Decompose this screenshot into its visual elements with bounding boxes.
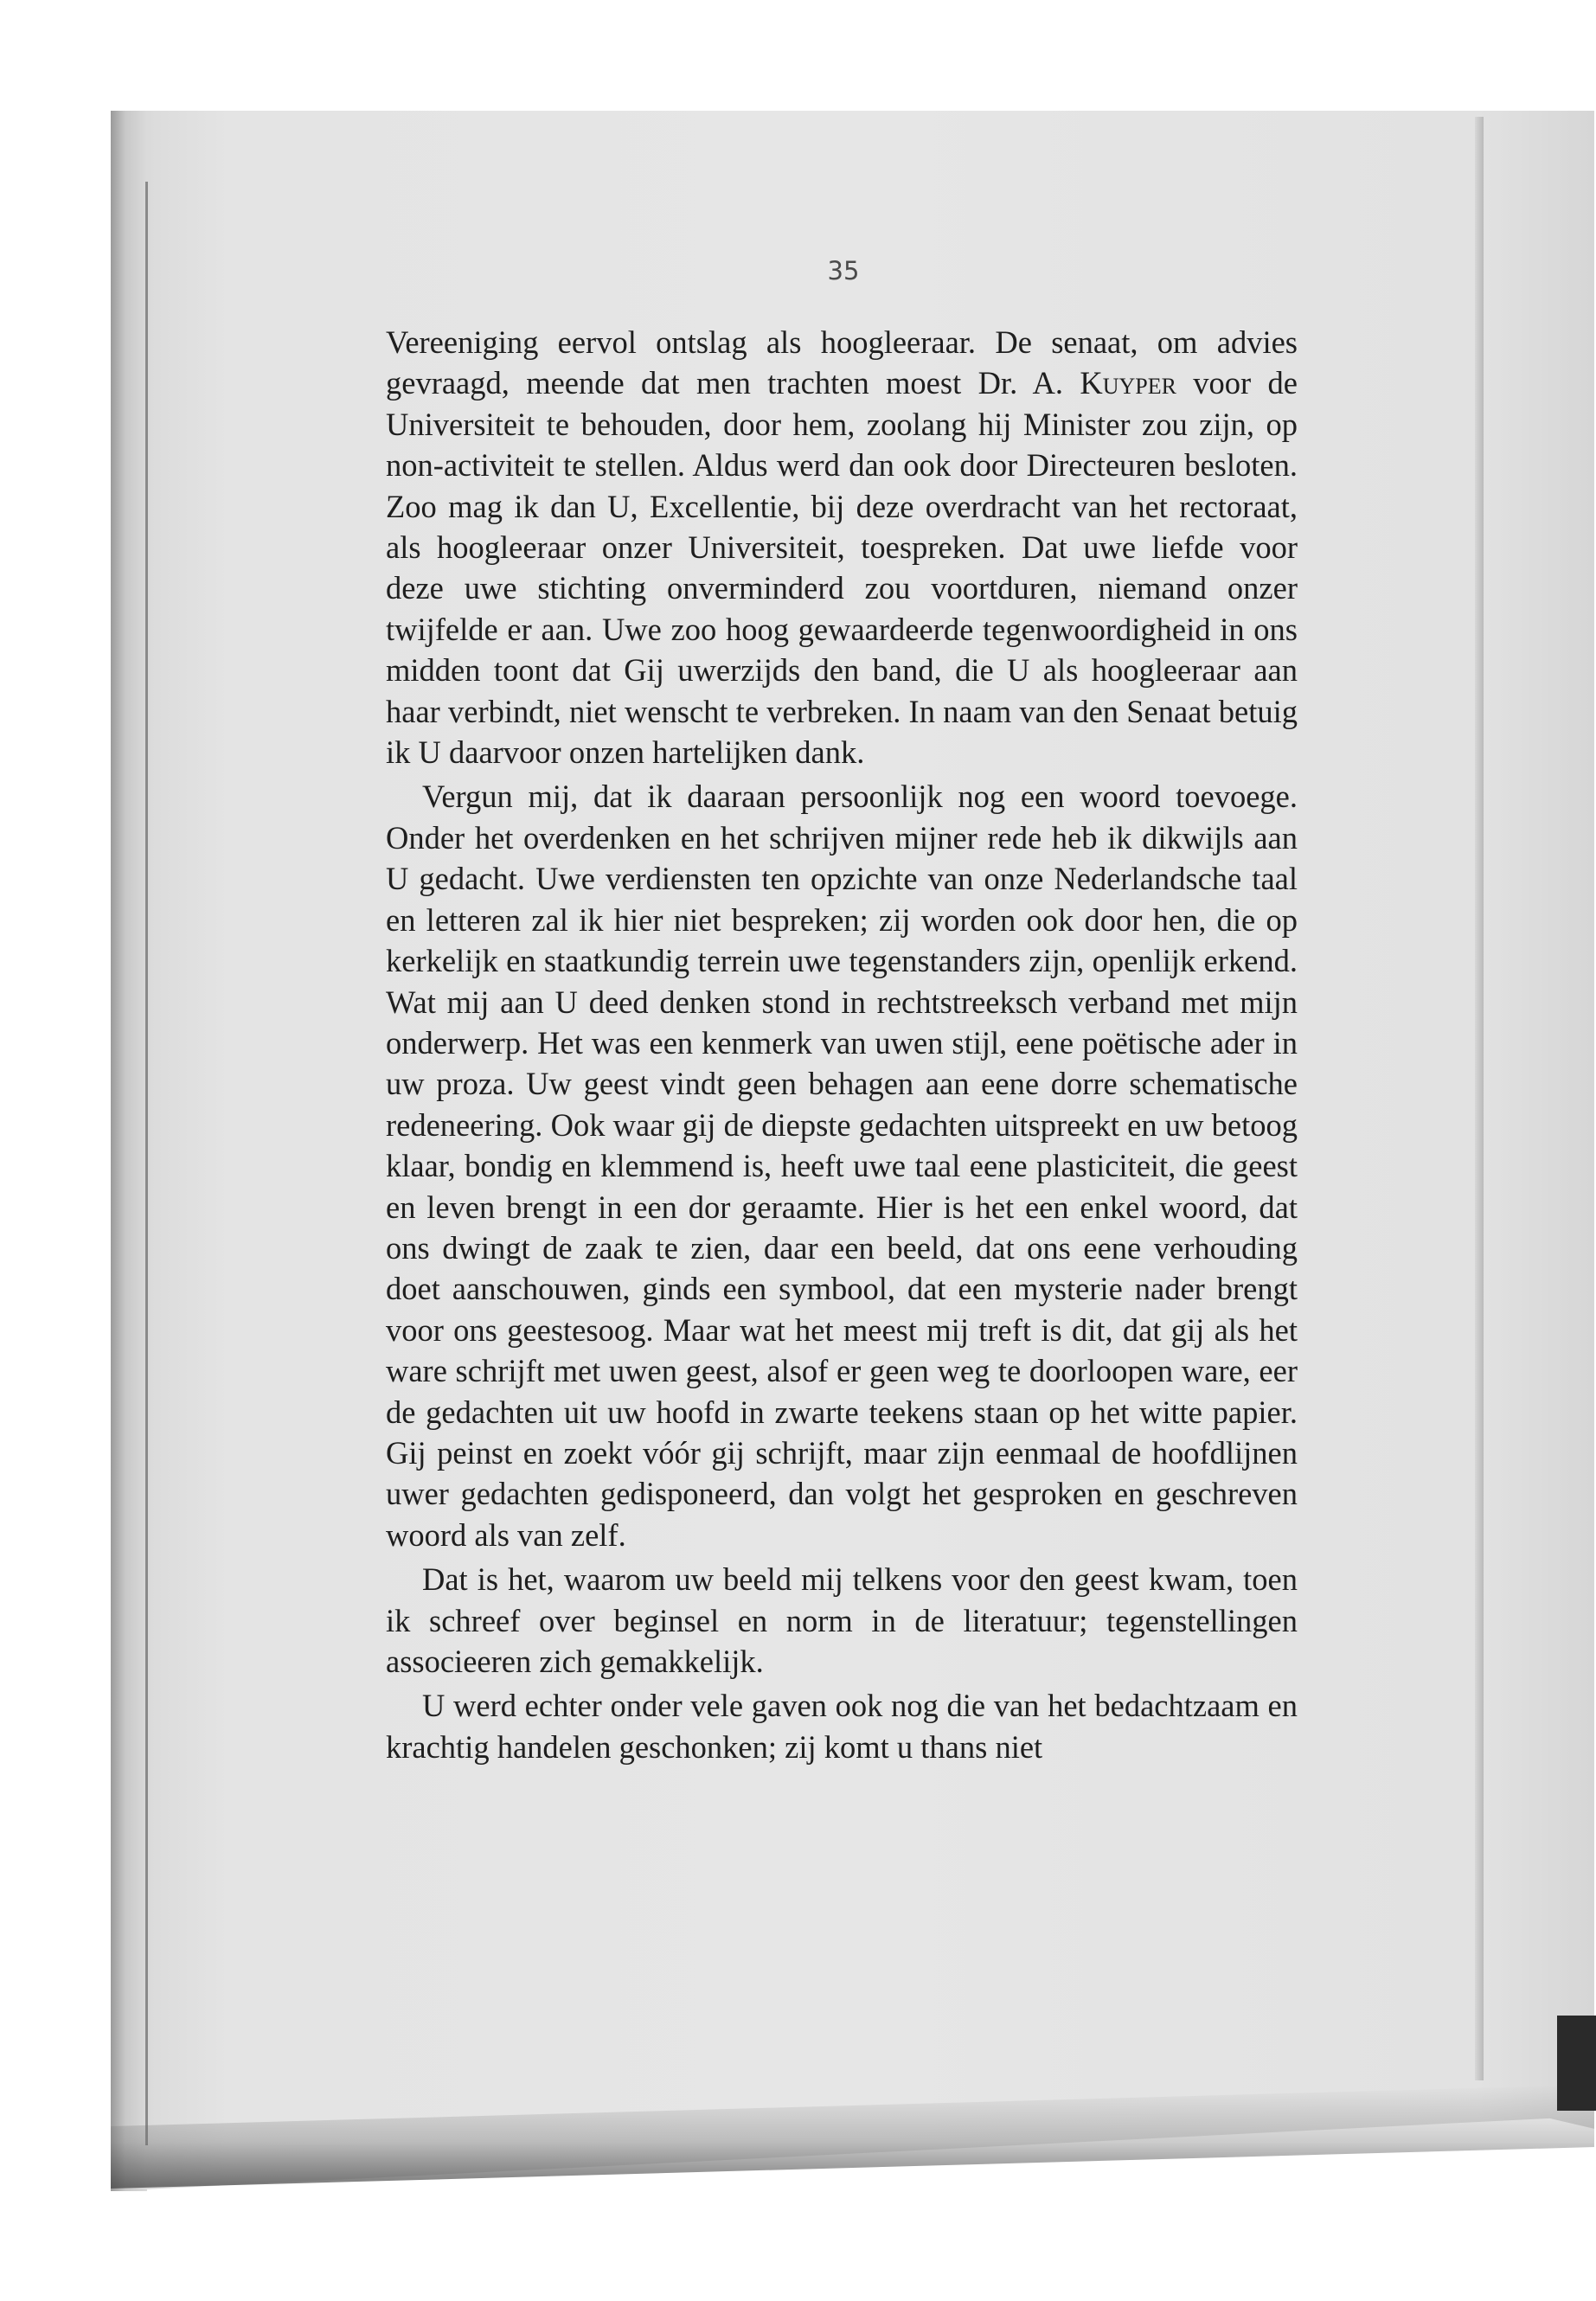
paragraph-1 [386, 322, 1298, 772]
page-right-edge [1475, 117, 1484, 2080]
author-name: Kuyper [1080, 365, 1176, 401]
corner-shadow [1557, 2016, 1596, 2111]
paragraph-1-start: Vereeniging eervol ontslag als hoogleeraar. De senaat, om advies gevraagd, meende dat men trachten moest Dr. A. [386, 324, 1298, 401]
body-text [386, 322, 1298, 1767]
paragraph-1-end: voor de Universiteit te behouden, door hem, zoolang hij Minister zou zijn, op non-activiteit te stellen. Aldus werd dan ook door Directeuren besloten. Zoo mag ik dan U, Excellentie, bij deze overdracht van het rectoraat, als hoogleeraar onzer Universiteit, toespreken. Dat uwe liefde voor deze uwe stichting onverminderd zou voortduren, niemand onzer twijfelde er aan. Uwe zoo hoog gewaardeerde tegenwoordigheid in ons midden toont dat Gij uwerzijds den band, die U als hoogleeraar aan haar verbindt, niet wenscht te verbreken. In naam van den Senaat betuig ik U daarvoor onzen hartelijken dank. [386, 365, 1298, 771]
paragraph-3: Dat is het, waarom uw beeld mij telkens voor den geest kwam, toen ik schreef over beginsel en norm in de literatuur; tegenstellingen associeeren zich gemakkelijk. [386, 1561, 1298, 1679]
paragraph-4: U werd echter onder vele gaven ook nog die van het bedachtzaam en krachtig handelen geschonken; zij komt u thans niet [386, 1688, 1298, 1765]
paragraph-2: Vergun mij, dat ik daaraan persoonlijk nog een woord toevoege. Onder het overdenken en het schrijven mijner rede heb ik dikwijls aan U gedacht. Uwe verdiensten ten opzichte van onze Nederlandsche taal en letteren zal ik hier niet bespreken; zij worden ook door hen, die op kerkelijk en staatkundig terrein uwe tegenstanders zijn, openlijk erkend. Wat mij aan U deed denken stond in rechtstreeksch verband met mijn onderwerp. Het was een kenmerk van uwen stijl, eene poëtische ader in uw proza. Uw geest vindt geen behagen aan eene dorre schematische redeneering. Ook waar gij de diepste gedachten uitspreekt en uw betoog klaar, bondig en klemmend is, heeft uwe taal eene plasticiteit, die geest en leven brengt in een dor geraamte. Hier is het een enkel woord, dat ons dwingt de zaak te zien, daar een beeld, dat ons eene verhouding doet aanschouwen, ginds een symbool, dat een mysterie nader brengt voor ons geestesoog. Maar wat het meest mij treft is dit, dat gij als het ware schrijft met uwen geest, alsof er geen weg te doorloopen ware, eer de gedachten uit uw hoofd in zwarte teekens staan op het witte papier. Gij peinst en zoekt vóór gij schrijft, maar zijn eenmaal de hoofdlijnen uwer gedachten gedisponeerd, dan volgt het gesproken en geschreven woord als van zelf. [386, 779, 1298, 1553]
page-number: 35 [827, 256, 860, 285]
binding-edge [111, 111, 147, 2191]
binding-line [145, 182, 148, 2145]
